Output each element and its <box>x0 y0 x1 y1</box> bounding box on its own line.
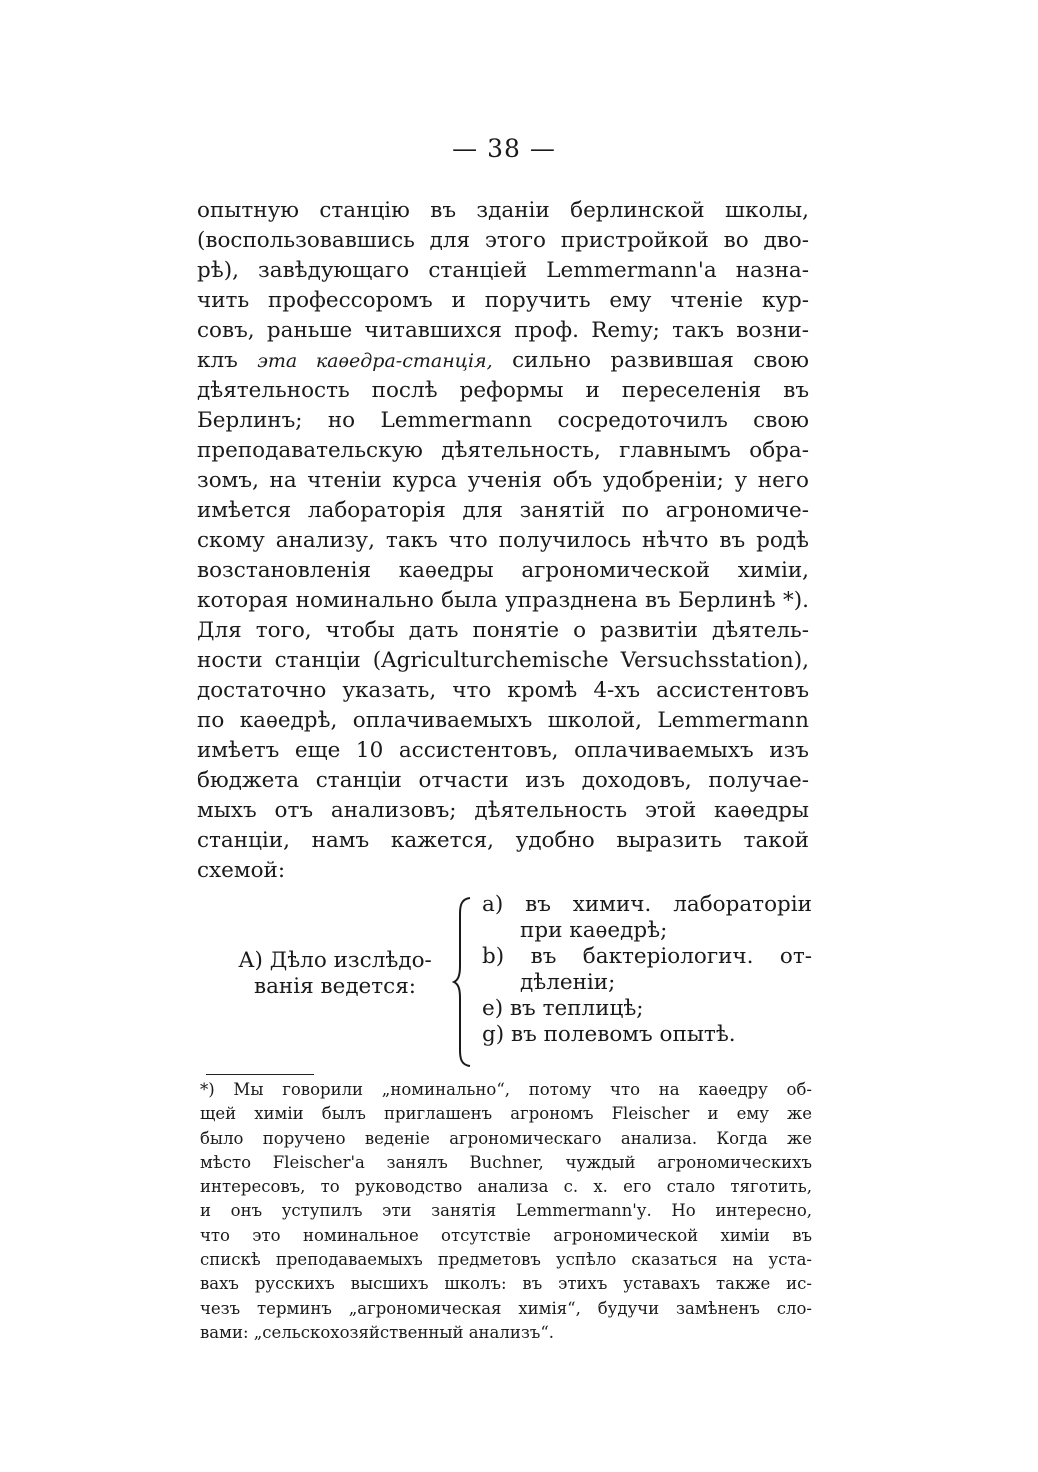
footnote <box>200 1078 812 1345</box>
text-line: Для того, чтобы дать понятіе о развитіи дѣятель- <box>197 618 809 643</box>
text-line: станціи, намъ кажется, удобно выразить такой <box>197 828 809 853</box>
text-line: имѣетъ еще 10 ассистентовъ, оплачиваемыхъ изъ <box>197 738 809 763</box>
main-text <box>197 196 809 886</box>
schema-items <box>482 892 812 1048</box>
schema-item-continuation: при каѳедрѣ; <box>520 918 668 943</box>
schema-item: b) въ бактеріологич. от- <box>482 944 812 969</box>
text-line: схемой: <box>197 858 286 883</box>
footnote-line: мѣсто Fleischer'a занялъ Buchner, чуждый агрономическихъ <box>200 1152 812 1172</box>
research-schema <box>200 892 812 1072</box>
footnote-line: щей химіи былъ приглашенъ агрономъ Fleischer и ему же <box>200 1104 812 1124</box>
text-line: достаточно указать, что кромѣ 4-хъ ассистентовъ <box>197 678 809 703</box>
text-fragment: сильно развившая свою <box>512 348 810 373</box>
text-line: чить профессоромъ и поручить ему чтеніе кур- <box>197 288 809 313</box>
footnote-line: спискѣ преподаваемыхъ предметовъ успѣло сказаться на уста- <box>200 1250 812 1270</box>
text-line: дѣятельность послѣ реформы и переселенія въ <box>197 378 809 403</box>
schema-item: а) въ химич. лабораторіи <box>482 892 812 917</box>
footnote-divider <box>206 1074 314 1075</box>
text-line: (воспользовавшись для этого пристройкой во дво- <box>197 228 809 253</box>
text-line: имѣется лабораторія для занятій по агрономиче- <box>197 498 809 523</box>
footnote-line: и онъ уступилъ эти занятія Lemmermann'у. Но интересно, <box>200 1201 812 1221</box>
footnote-line: вахъ русскихъ высшихъ школъ: въ этихъ уставахъ также ис- <box>200 1274 812 1294</box>
footnote-line: вами: „сельскохозяйственный анализъ“. <box>200 1322 555 1342</box>
schema-item: е) въ теплицѣ; <box>482 996 644 1021</box>
text-line: зомъ, на чтеніи курса ученія объ удобреніи; у него <box>197 468 809 493</box>
text-line: опытную станцію въ зданіи берлинской школы, <box>197 198 809 223</box>
text-line: мыхъ отъ анализовъ; дѣятельность этой каѳедры <box>197 798 809 823</box>
text-line: которая номинально была упразднена въ Берлинѣ *). <box>197 588 809 613</box>
schema-left-line: ванія ведется: <box>253 974 417 999</box>
footnote-line: чезъ терминъ „агрономическая химія“, будучи замѣненъ сло- <box>200 1298 812 1318</box>
text-fragment: клъ <box>197 348 238 373</box>
text-line: совъ, раньше читавшихся проф. Remy; такъ возни- <box>197 318 809 343</box>
text-line: скому анализу, такъ что получилось нѣчто въ родѣ <box>197 528 809 553</box>
footnote-line: что это номинальное отсутствіе агрономической химіи въ <box>200 1225 812 1245</box>
text-line: возстановленія каѳедры агрономической химіи, <box>197 558 809 583</box>
schema-item: g) въ полевомъ опытѣ. <box>482 1022 736 1047</box>
text-line-with-emphasis <box>197 346 809 376</box>
text-line: преподавательскую дѣятельность, главнымъ обра- <box>197 438 809 463</box>
footnote-line: интересовъ, то руководство анализа с. х. его стало тяготить, <box>200 1177 812 1197</box>
text-line: ности станціи (Agriculturchemische Versuchsstation), <box>197 648 809 673</box>
schema-left-label <box>224 948 446 1000</box>
curly-brace-icon <box>452 896 474 1068</box>
text-line: по каѳедрѣ, оплачиваемыхъ школой, Lemmermann <box>197 708 809 733</box>
emphasized-term: эта каѳедра-станція, <box>257 350 493 372</box>
footnote-line: *) Мы говорили „номинально“, потому что на каѳедру об- <box>200 1080 812 1099</box>
footnote-line: было поручено веденіе агрономическаго анализа. Когда же <box>200 1128 812 1148</box>
schema-item-continuation: дѣленіи; <box>520 970 616 995</box>
schema-left-line: А) Дѣло изслѣдо- <box>238 948 432 973</box>
page-number: — 38 — <box>452 134 556 163</box>
text-line: Берлинъ; но Lemmermann сосредоточилъ свою <box>197 408 809 433</box>
text-line: бюджета станціи отчасти изъ доходовъ, получае- <box>197 768 809 793</box>
text-line: рѣ), завѣдующаго станціей Lemmermann'a назна- <box>197 258 809 283</box>
